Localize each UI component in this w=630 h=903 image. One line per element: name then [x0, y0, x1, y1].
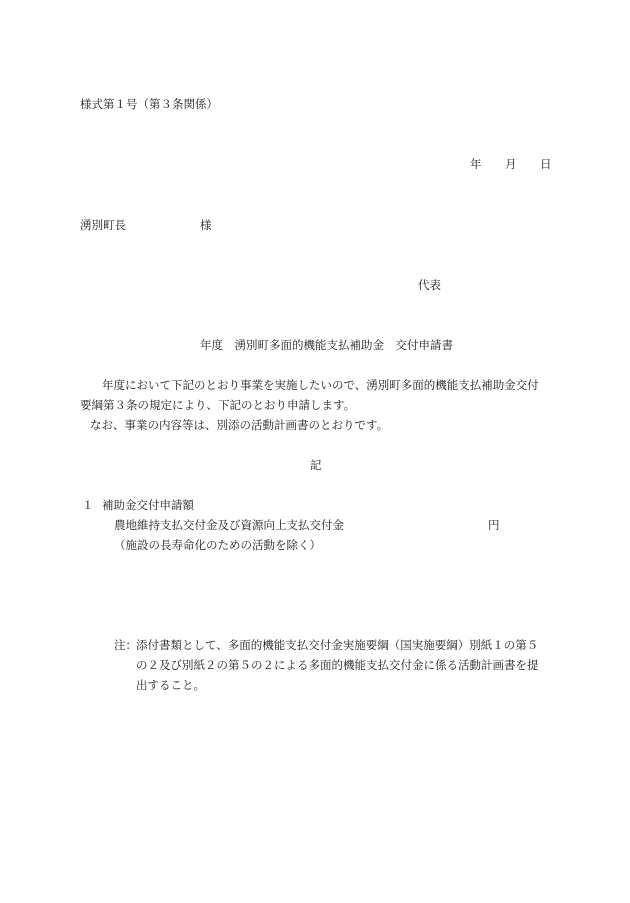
section-1-currency: 円: [488, 518, 500, 532]
document-title: 年度 湧別町多面的機能支払補助金 交付申請書: [200, 338, 453, 352]
date-day-label: 日: [540, 157, 552, 171]
section-1-item-label: 農地維持支払交付金及び資源向上支払交付金: [114, 518, 344, 532]
addressee-honorific: 様: [200, 218, 212, 232]
section-1-heading: 補助金交付申請額: [102, 498, 194, 512]
footnote-line-2: の２及び別紙２の第５の２による多面的機能支払交付金に係る活動計画書を提: [136, 658, 539, 672]
section-1-note: （施設の長寿命化のための活動を除く）: [114, 538, 321, 552]
body-line-1: 年度において下記のとおり事業を実施したいので、湧別町多面的機能支払補助金交付: [102, 378, 539, 392]
form-label: 様式第１号（第３条関係）: [80, 97, 218, 111]
footnote-label: 注：: [114, 638, 137, 652]
date-year-label: 年: [470, 157, 482, 171]
section-1-number: １: [82, 498, 94, 512]
date-month-label: 月: [505, 157, 517, 171]
footnote-line-3: 出すること。: [136, 678, 205, 692]
representative-label: 代表: [418, 278, 441, 292]
body-line-3: なお、事業の内容等は、別添の活動計画書のとおりです。: [90, 418, 389, 432]
footnote-line-1: 添付書類として、多面的機能支払交付金実施要綱（国実施要綱）別紙１の第５: [136, 638, 539, 652]
addressee-name: 湧別町長: [80, 218, 126, 232]
ki-heading: 記: [310, 458, 322, 472]
body-line-2: 要綱第３条の規定により、下記のとおり申請します。: [80, 398, 356, 412]
